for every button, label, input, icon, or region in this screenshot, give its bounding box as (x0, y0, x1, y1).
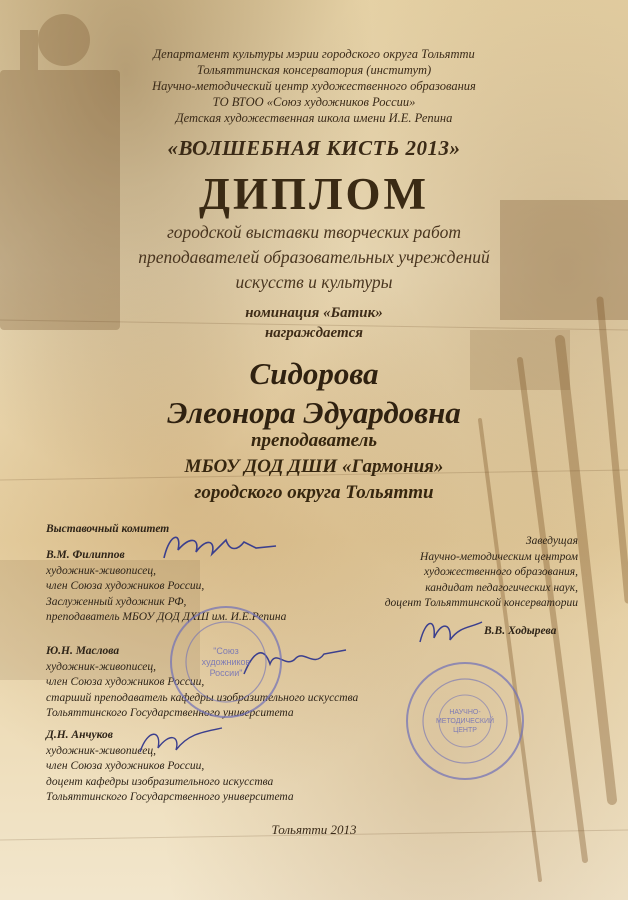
header-line-1: Департамент культуры мэрии городского округа Тольятти (153, 47, 475, 61)
director-name: В.В. Ходырева (484, 625, 557, 637)
svg-text:НАУЧНО-: НАУЧНО- (449, 709, 481, 716)
description-line-2: преподавателей образовательных учреждений (138, 247, 490, 267)
nomination: номинация «Батик» (245, 305, 383, 321)
svg-text:художников: художников (201, 657, 251, 667)
recipient-city: городского округа Тольятти (194, 482, 434, 503)
recipient-position: преподаватель (250, 430, 378, 451)
seal-stamp-left (168, 604, 284, 720)
committee-title: Выставочный комитет (46, 523, 170, 535)
signature-filippov (160, 528, 280, 568)
header-line-4: ТО ВТОО «Союз художников России» (212, 95, 416, 109)
member-line: преподаватель МБОУ ДОД ДХШ им. И.Е.Репина (46, 611, 287, 623)
member-line: художник-живописец, (46, 564, 157, 577)
recipient-organization: МБОУ ДОД ДШИ «Гармония» (184, 456, 444, 477)
header-line-2: Тольяттинская консерватория (институт) (196, 63, 432, 77)
member-line: доцент кафедры изобразительного искусства (46, 775, 274, 788)
footer-city-year: Тольятти 2013 (271, 822, 357, 837)
member-line: член Союза художников России, (46, 676, 205, 688)
svg-text:"Союз: "Союз (213, 646, 239, 656)
recipient-first-names: Элеонора Эдуардовна (167, 395, 461, 430)
member-line: Тольяттинского Государственного университета (46, 707, 294, 719)
signature-anchukov (136, 722, 226, 762)
member-name: Ю.Н. Маслова (46, 645, 120, 657)
director-line: художественного образования, (423, 566, 578, 578)
member-line: член Союза художников России, (46, 580, 205, 592)
header-line-3: Научно-методический центр художественного образования (152, 79, 476, 93)
member-line: Тольяттинского Государственного университета (46, 791, 294, 803)
member-line: Заслуженный художник РФ, (46, 595, 187, 608)
director-line: кандидат педагогических наук, (425, 581, 578, 594)
event-title: «ВОЛШЕБНАЯ КИСТЬ 2013» (167, 136, 461, 160)
director-block (385, 534, 578, 612)
svg-text:МЕТОДИЧЕСКИЙ: МЕТОДИЧЕСКИЙ (435, 718, 495, 725)
description-line-3: искусств и культуры (235, 272, 393, 292)
member-line: старший преподаватель кафедры изобразительного искусства (46, 691, 359, 704)
member-line: художник-живописец, (46, 660, 157, 673)
awarded-label: награждается (264, 325, 364, 341)
director-line: Заведущая (525, 535, 578, 547)
director-line: доцент Тольяттинской консерватории (384, 597, 578, 609)
header-line-5: Детская художественная школа имени И.Е. Репина (175, 111, 453, 125)
member-line: художник-живописец, (46, 744, 157, 757)
seal-stamp-right (404, 660, 526, 782)
svg-text:России": России" (209, 668, 243, 678)
signature-khodyreva (416, 612, 486, 652)
recipient-last-name: Сидорова (249, 356, 379, 391)
member-name: Д.Н. Анчуков (46, 729, 113, 741)
director-line: Научно-методическим центром (420, 550, 578, 563)
member-line: член Союза художников России, (46, 760, 205, 772)
svg-text:ЦЕНТР: ЦЕНТР (453, 727, 477, 734)
diploma-title: ДИПЛОМ (199, 169, 429, 219)
description-line-1: городской выставки творческих работ (166, 222, 462, 242)
member-name: В.М. Филиппов (46, 549, 125, 561)
